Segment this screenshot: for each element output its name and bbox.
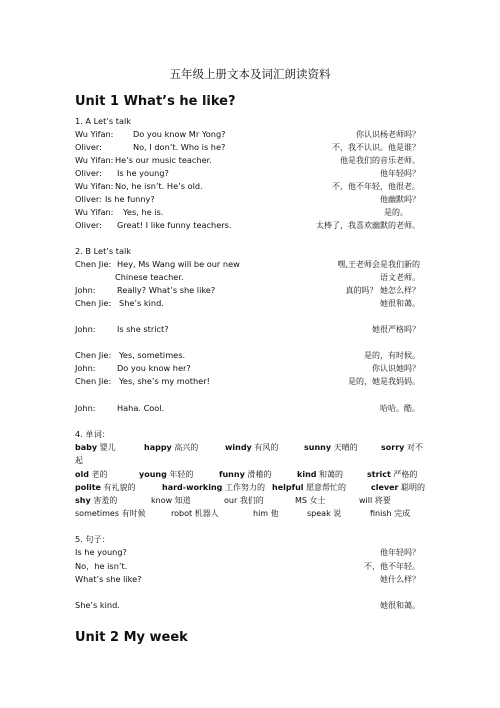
vocab-meaning: 我们的	[239, 496, 264, 505]
line-text: Is she strict?	[117, 324, 169, 334]
dialogue-line	[75, 271, 420, 284]
vocab-item	[381, 441, 423, 454]
speaker: Wu Yifan:	[75, 181, 114, 191]
vocab-word: strict	[367, 470, 391, 479]
dialogue-line	[75, 297, 420, 310]
line-text: Chinese teacher.	[115, 272, 184, 282]
dialogue-line	[75, 284, 420, 297]
vocab-item	[219, 468, 271, 481]
line-text: Is he funny?	[105, 194, 155, 204]
vocab-meaning: 他	[270, 509, 279, 518]
vocab-meaning: 滑稽的	[247, 470, 272, 479]
line-translation: 他是我们的音乐老师。	[340, 156, 420, 165]
sentence-line	[75, 546, 420, 559]
vocab-word: sorry	[381, 443, 405, 452]
vocab-row	[75, 481, 430, 494]
sentence-line	[75, 599, 420, 612]
speaker: John:	[75, 285, 96, 295]
line-translation: 你认识她吗？	[372, 364, 420, 373]
vocab-meaning: 害羞的	[93, 496, 118, 505]
vocab-word: know	[151, 496, 173, 505]
vocab-meaning: 工作努力的	[224, 483, 265, 492]
vocab-item	[367, 468, 417, 481]
line-text: Is he young?	[117, 168, 169, 178]
vocab-meaning: 有时候	[121, 509, 146, 518]
vocab-item	[75, 468, 108, 481]
vocab-word: funny	[219, 470, 245, 479]
part-b-label: 2. B Let’s talk	[75, 246, 132, 256]
vocab-label: 4. 单词：	[75, 429, 110, 439]
line-text: No, I don’t. Who is he?	[133, 142, 226, 152]
line-translation: 他幽默吗？	[380, 195, 420, 204]
speaker: Oliver:	[75, 194, 102, 204]
vocab-word: helpful	[272, 483, 304, 492]
line-text: No, he isn’t. He’s old.	[115, 181, 203, 191]
line-text: She’s kind.	[119, 298, 164, 308]
vocab-word: our	[224, 496, 238, 505]
vocab-item	[295, 494, 326, 507]
dialogue-line	[75, 375, 420, 388]
speaker: Chen Jie:	[75, 259, 112, 269]
line-translation: 她很严格吗？	[372, 325, 420, 334]
vocab-word: kind	[297, 470, 317, 479]
speaker: Oliver:	[75, 168, 102, 178]
line-translation: 哈哈。酷。	[380, 404, 420, 413]
vocab-word: clever	[371, 483, 399, 492]
line-text: Yes, sometimes.	[119, 350, 186, 360]
dialogue-line	[75, 402, 420, 415]
dialogue-line	[75, 128, 420, 141]
vocab-meaning: 老的	[91, 470, 108, 479]
vocab-item	[304, 441, 358, 454]
dialogue-line	[75, 258, 420, 271]
vocab-meaning: 将要	[374, 496, 391, 505]
dialogue-line	[75, 362, 420, 375]
speaker: Wu Yifan:	[75, 155, 114, 165]
document-title: 五年级上册文本及词汇朗读资料	[169, 67, 331, 81]
dialogue-line	[75, 180, 420, 193]
vocab-word: shy	[75, 496, 91, 505]
line-text: He’s our music teacher.	[115, 155, 212, 165]
dialogue-line	[75, 193, 420, 206]
vocab-item	[162, 481, 265, 494]
line-text: Really? What’s she like?	[117, 285, 216, 295]
sentence-translation: 他年轻吗？	[380, 548, 420, 557]
vocab-item	[307, 507, 341, 520]
vocab-word: sunny	[304, 443, 332, 452]
vocab-item	[272, 481, 346, 494]
dialogue-line	[75, 323, 420, 336]
vocab-word: MS	[295, 496, 307, 505]
line-translation: 不，我不认识。他是谁？	[332, 143, 420, 152]
sentence-line	[75, 573, 420, 586]
speaker: Wu Yifan:	[75, 207, 114, 217]
line-text: Haha. Cool.	[117, 403, 165, 413]
dialogue-line	[75, 167, 420, 180]
vocab-meaning: 对不	[406, 443, 423, 452]
vocab-meaning: 天晴的	[333, 443, 358, 452]
vocab-meaning: 聪明的	[401, 483, 426, 492]
line-text: Yes, he is.	[123, 207, 164, 217]
speaker: John:	[75, 363, 96, 373]
vocab-meaning: 起	[75, 456, 83, 465]
line-text: Do you know her?	[117, 363, 191, 373]
vocab-word: hard-working	[162, 483, 223, 492]
vocab-meaning: 完成	[394, 509, 411, 518]
vocab-row	[75, 441, 430, 454]
line-translation: 太棒了，我喜欢幽默的老师。	[316, 221, 420, 230]
vocab-item	[75, 454, 83, 467]
line-translation: 是的，她是我妈妈。	[348, 377, 420, 386]
speaker: Chen Jie:	[75, 298, 112, 308]
vocab-item	[370, 507, 410, 520]
line-translation: 不，他不年轻，他很老。	[332, 182, 420, 191]
dialogue-line	[75, 349, 420, 362]
sentence-text: What’s she like?	[75, 574, 142, 584]
vocab-row	[75, 494, 430, 507]
vocab-word: sometimes	[75, 509, 120, 518]
vocab-word: will	[359, 496, 373, 505]
sentence-text: Is he young?	[75, 547, 127, 557]
vocab-meaning: 婴儿	[99, 443, 116, 452]
vocab-item	[224, 494, 264, 507]
sentence-line	[75, 560, 420, 573]
vocab-word: baby	[75, 443, 98, 452]
line-translation: 她很和蔼。	[380, 299, 420, 308]
vocab-item	[75, 494, 117, 507]
vocab-meaning: 有风的	[254, 443, 279, 452]
vocab-row	[75, 468, 430, 481]
vocab-word: robot	[171, 509, 193, 518]
vocab-item	[171, 507, 219, 520]
vocab-item	[297, 468, 343, 481]
speaker: John:	[75, 403, 96, 413]
line-translation: 你认识杨老师吗？	[356, 130, 420, 139]
speaker: John:	[75, 324, 96, 334]
vocab-word: old	[75, 470, 89, 479]
vocab-item	[139, 468, 193, 481]
vocab-meaning: 和蔼的	[319, 470, 344, 479]
sentence-text: She’s kind.	[75, 600, 120, 610]
vocab-word: windy	[225, 443, 252, 452]
vocab-item	[151, 494, 191, 507]
part-a-label: 1. A Let’s talk	[75, 116, 131, 126]
sentence-text: No，he isn’t.	[75, 561, 128, 571]
sentences-label: 5. 句子：	[75, 534, 110, 544]
vocab-meaning: 愿意帮忙的	[306, 483, 347, 492]
vocab-item	[359, 494, 391, 507]
vocab-item	[253, 507, 279, 520]
vocab-meaning: 知道	[174, 496, 191, 505]
dialogue-line	[75, 154, 420, 167]
vocab-meaning: 严格的	[393, 470, 418, 479]
dialogue-line	[75, 206, 420, 219]
line-translation: 嘿,王老师会是我们新的	[337, 260, 420, 269]
vocab-meaning: 说	[333, 509, 342, 518]
vocab-meaning: 女士	[309, 496, 326, 505]
vocab-word: young	[139, 470, 167, 479]
speaker: Oliver:	[75, 220, 102, 230]
unit2-heading: Unit 2 My week	[75, 630, 188, 645]
vocab-word: finish	[370, 509, 392, 518]
line-text: Yes, she’s my mother!	[119, 376, 210, 386]
line-text: Great! I like funny teachers.	[117, 220, 232, 230]
speaker: Oliver:	[75, 142, 102, 152]
speaker: Chen Jie:	[75, 376, 112, 386]
line-translation: 是的，有时候。	[364, 351, 420, 360]
vocab-word: polite	[75, 483, 101, 492]
dialogue-line	[75, 219, 420, 232]
vocab-item	[75, 507, 146, 520]
line-text: Hey, Ms Wang will be our new	[117, 259, 240, 269]
vocab-meaning: 有礼貌的	[103, 483, 136, 492]
dialogue-line	[75, 141, 420, 154]
vocab-item	[75, 441, 116, 454]
speaker: Chen Jie:	[75, 350, 112, 360]
vocab-item	[225, 441, 278, 454]
line-translation: 他年轻吗？	[380, 169, 420, 178]
sentence-translation: 不，他不年轻。	[364, 562, 420, 571]
vocab-meaning: 机器人	[194, 509, 219, 518]
sentence-translation: 她很和蔼。	[380, 601, 420, 610]
vocab-word: speak	[307, 509, 331, 518]
sentence-translation: 她什么样？	[380, 575, 420, 584]
vocab-item	[75, 481, 136, 494]
vocab-word: happy	[144, 443, 172, 452]
vocab-meaning: 高兴的	[174, 443, 199, 452]
vocab-item	[144, 441, 198, 454]
line-translation: 是的。	[384, 208, 408, 217]
vocab-meaning: 年轻的	[169, 470, 194, 479]
line-translation: 真的吗？ 她怎么样？	[345, 286, 420, 295]
unit1-heading: Unit 1 What’s he like?	[75, 94, 236, 109]
speaker: Wu Yifan:	[75, 129, 114, 139]
vocab-item	[371, 481, 425, 494]
line-translation: 语文老师。	[380, 273, 420, 282]
vocab-row	[75, 507, 430, 520]
line-text: Do you know Mr Yong?	[133, 129, 226, 139]
vocab-row	[75, 454, 430, 467]
vocab-word: him	[253, 509, 269, 518]
